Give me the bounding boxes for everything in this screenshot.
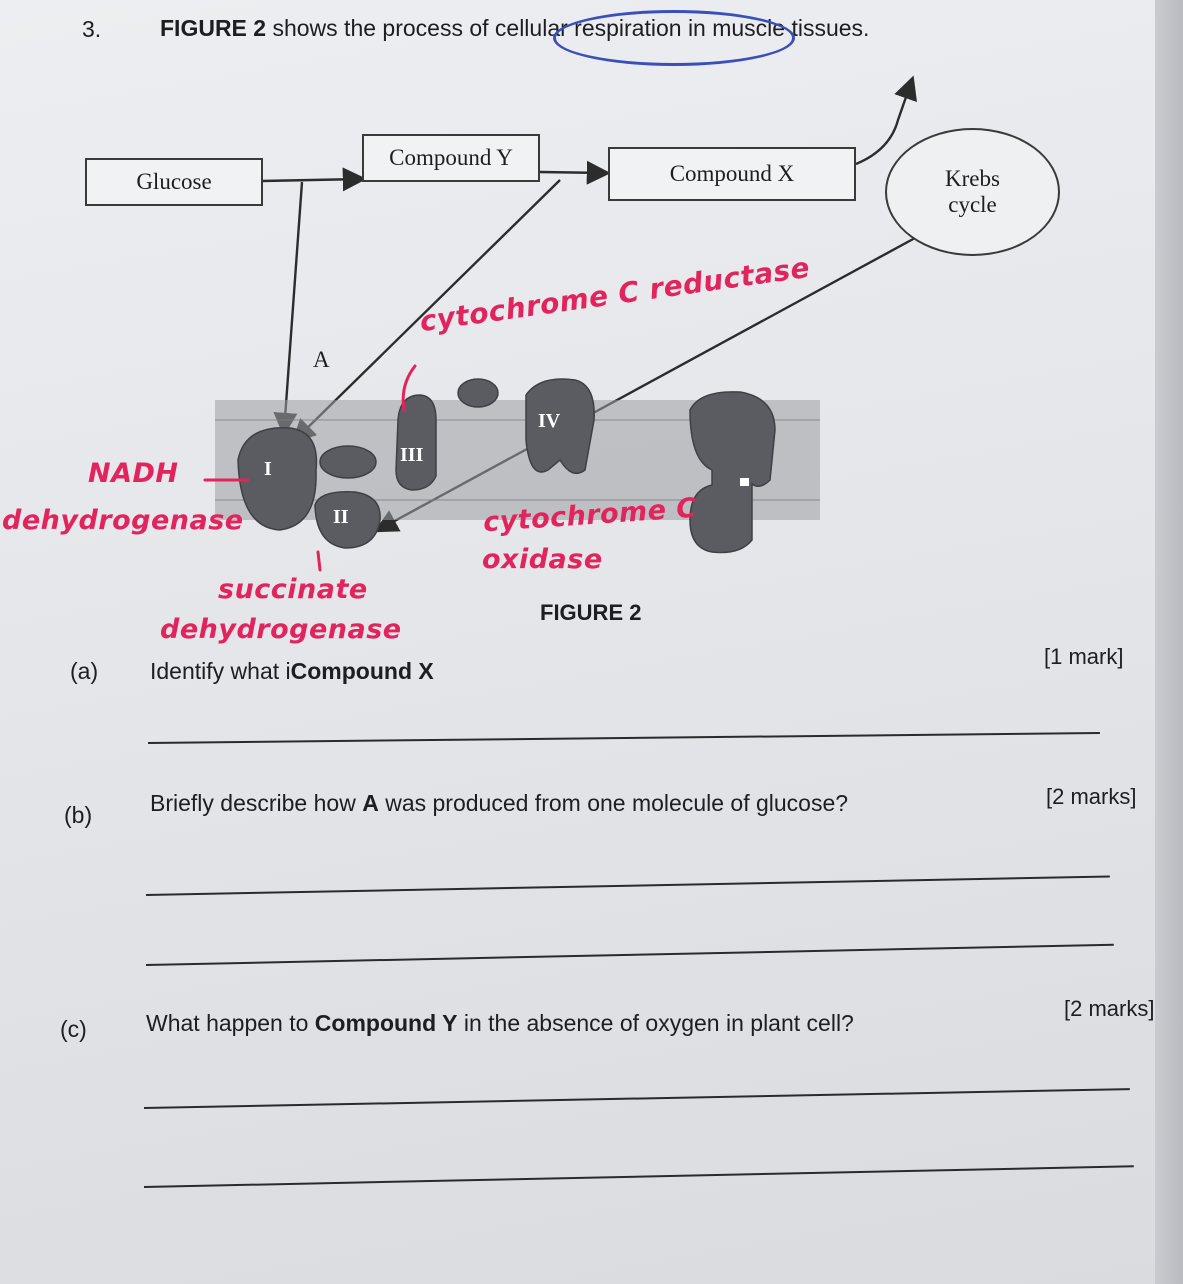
question-intro-text: shows the process of cellular respiration in muscle tissues.: [266, 15, 870, 41]
annotation-nadh-dehydrogenase: dehydrogenase: [2, 505, 244, 536]
annotation-cytochrome-c: cytochrome C: [482, 492, 698, 539]
part-a-text: Identify what i: [150, 658, 291, 684]
part-c-marks: [2 marks]: [1064, 996, 1155, 1021]
part-b-text-pre: Briefly describe how: [150, 790, 363, 816]
part-c-question: [146, 1010, 854, 1037]
complex-iii-label: III: [400, 444, 424, 466]
complex-ii-label: II: [333, 506, 349, 528]
part-a-label: (a): [70, 658, 99, 684]
question-number: 3.: [82, 16, 102, 42]
label-a: A: [313, 347, 330, 372]
part-a-marks: [1 mark]: [1044, 644, 1124, 669]
annotation-nadh: NADH: [88, 458, 179, 489]
krebs-label-line1: Krebs: [945, 166, 1000, 191]
annotation-cytochrome-c-reductase: cytochrome C reductase: [417, 250, 812, 339]
part-c-bold: Compound Y: [314, 1010, 458, 1036]
annotation-succinate: succinate: [218, 574, 368, 605]
part-a-answer-line[interactable]: [148, 732, 1100, 744]
arrow-glucose-to-y: [262, 179, 362, 181]
part-b-answer-line-1[interactable]: [146, 875, 1110, 896]
compound-y-box: Compound Y: [362, 134, 540, 182]
part-b-text-post: was produced from one molecule of glucose?: [378, 790, 849, 816]
part-c-label: (c): [60, 1016, 87, 1042]
figure-caption: FIGURE 2: [540, 600, 642, 625]
pointer-succinate: [318, 552, 320, 570]
part-a-question: [150, 658, 434, 685]
cytochrome-c-shape: [458, 379, 498, 407]
compound-x-box: Compound X: [608, 147, 856, 201]
glucose-box: Glucose: [85, 158, 263, 206]
complex-iii-shape: [396, 395, 436, 490]
part-c-text-post: in the absence of oxygen in plant cell?: [457, 1010, 854, 1036]
krebs-label-line2: cycle: [948, 192, 997, 217]
annotation-oxidase: oxidase: [482, 544, 603, 575]
ubiquinone-shape: [320, 446, 376, 478]
part-c-answer-line-2[interactable]: [144, 1165, 1134, 1188]
part-b-question: [150, 790, 848, 817]
part-c-text-pre: What happen to: [146, 1010, 315, 1036]
complex-i-label: I: [264, 458, 272, 480]
part-b-bold: A: [362, 790, 379, 816]
line-glucose-down: [284, 182, 302, 432]
krebs-cycle-circle: [885, 128, 1060, 256]
part-b-label: (b): [64, 802, 93, 828]
arrow-y-to-x: [540, 172, 606, 173]
complex-iv-label: IV: [538, 410, 561, 432]
part-b-answer-line-2[interactable]: [146, 944, 1114, 966]
part-c-answer-line-1[interactable]: [144, 1088, 1130, 1109]
annotation-succinate-dehydrogenase: dehydrogenase: [160, 614, 402, 645]
atp-marker: [740, 478, 749, 486]
part-b-marks: [2 marks]: [1046, 784, 1137, 809]
figure-ref: FIGURE 2: [160, 15, 267, 41]
part-a-bold: Compound X: [290, 658, 434, 684]
